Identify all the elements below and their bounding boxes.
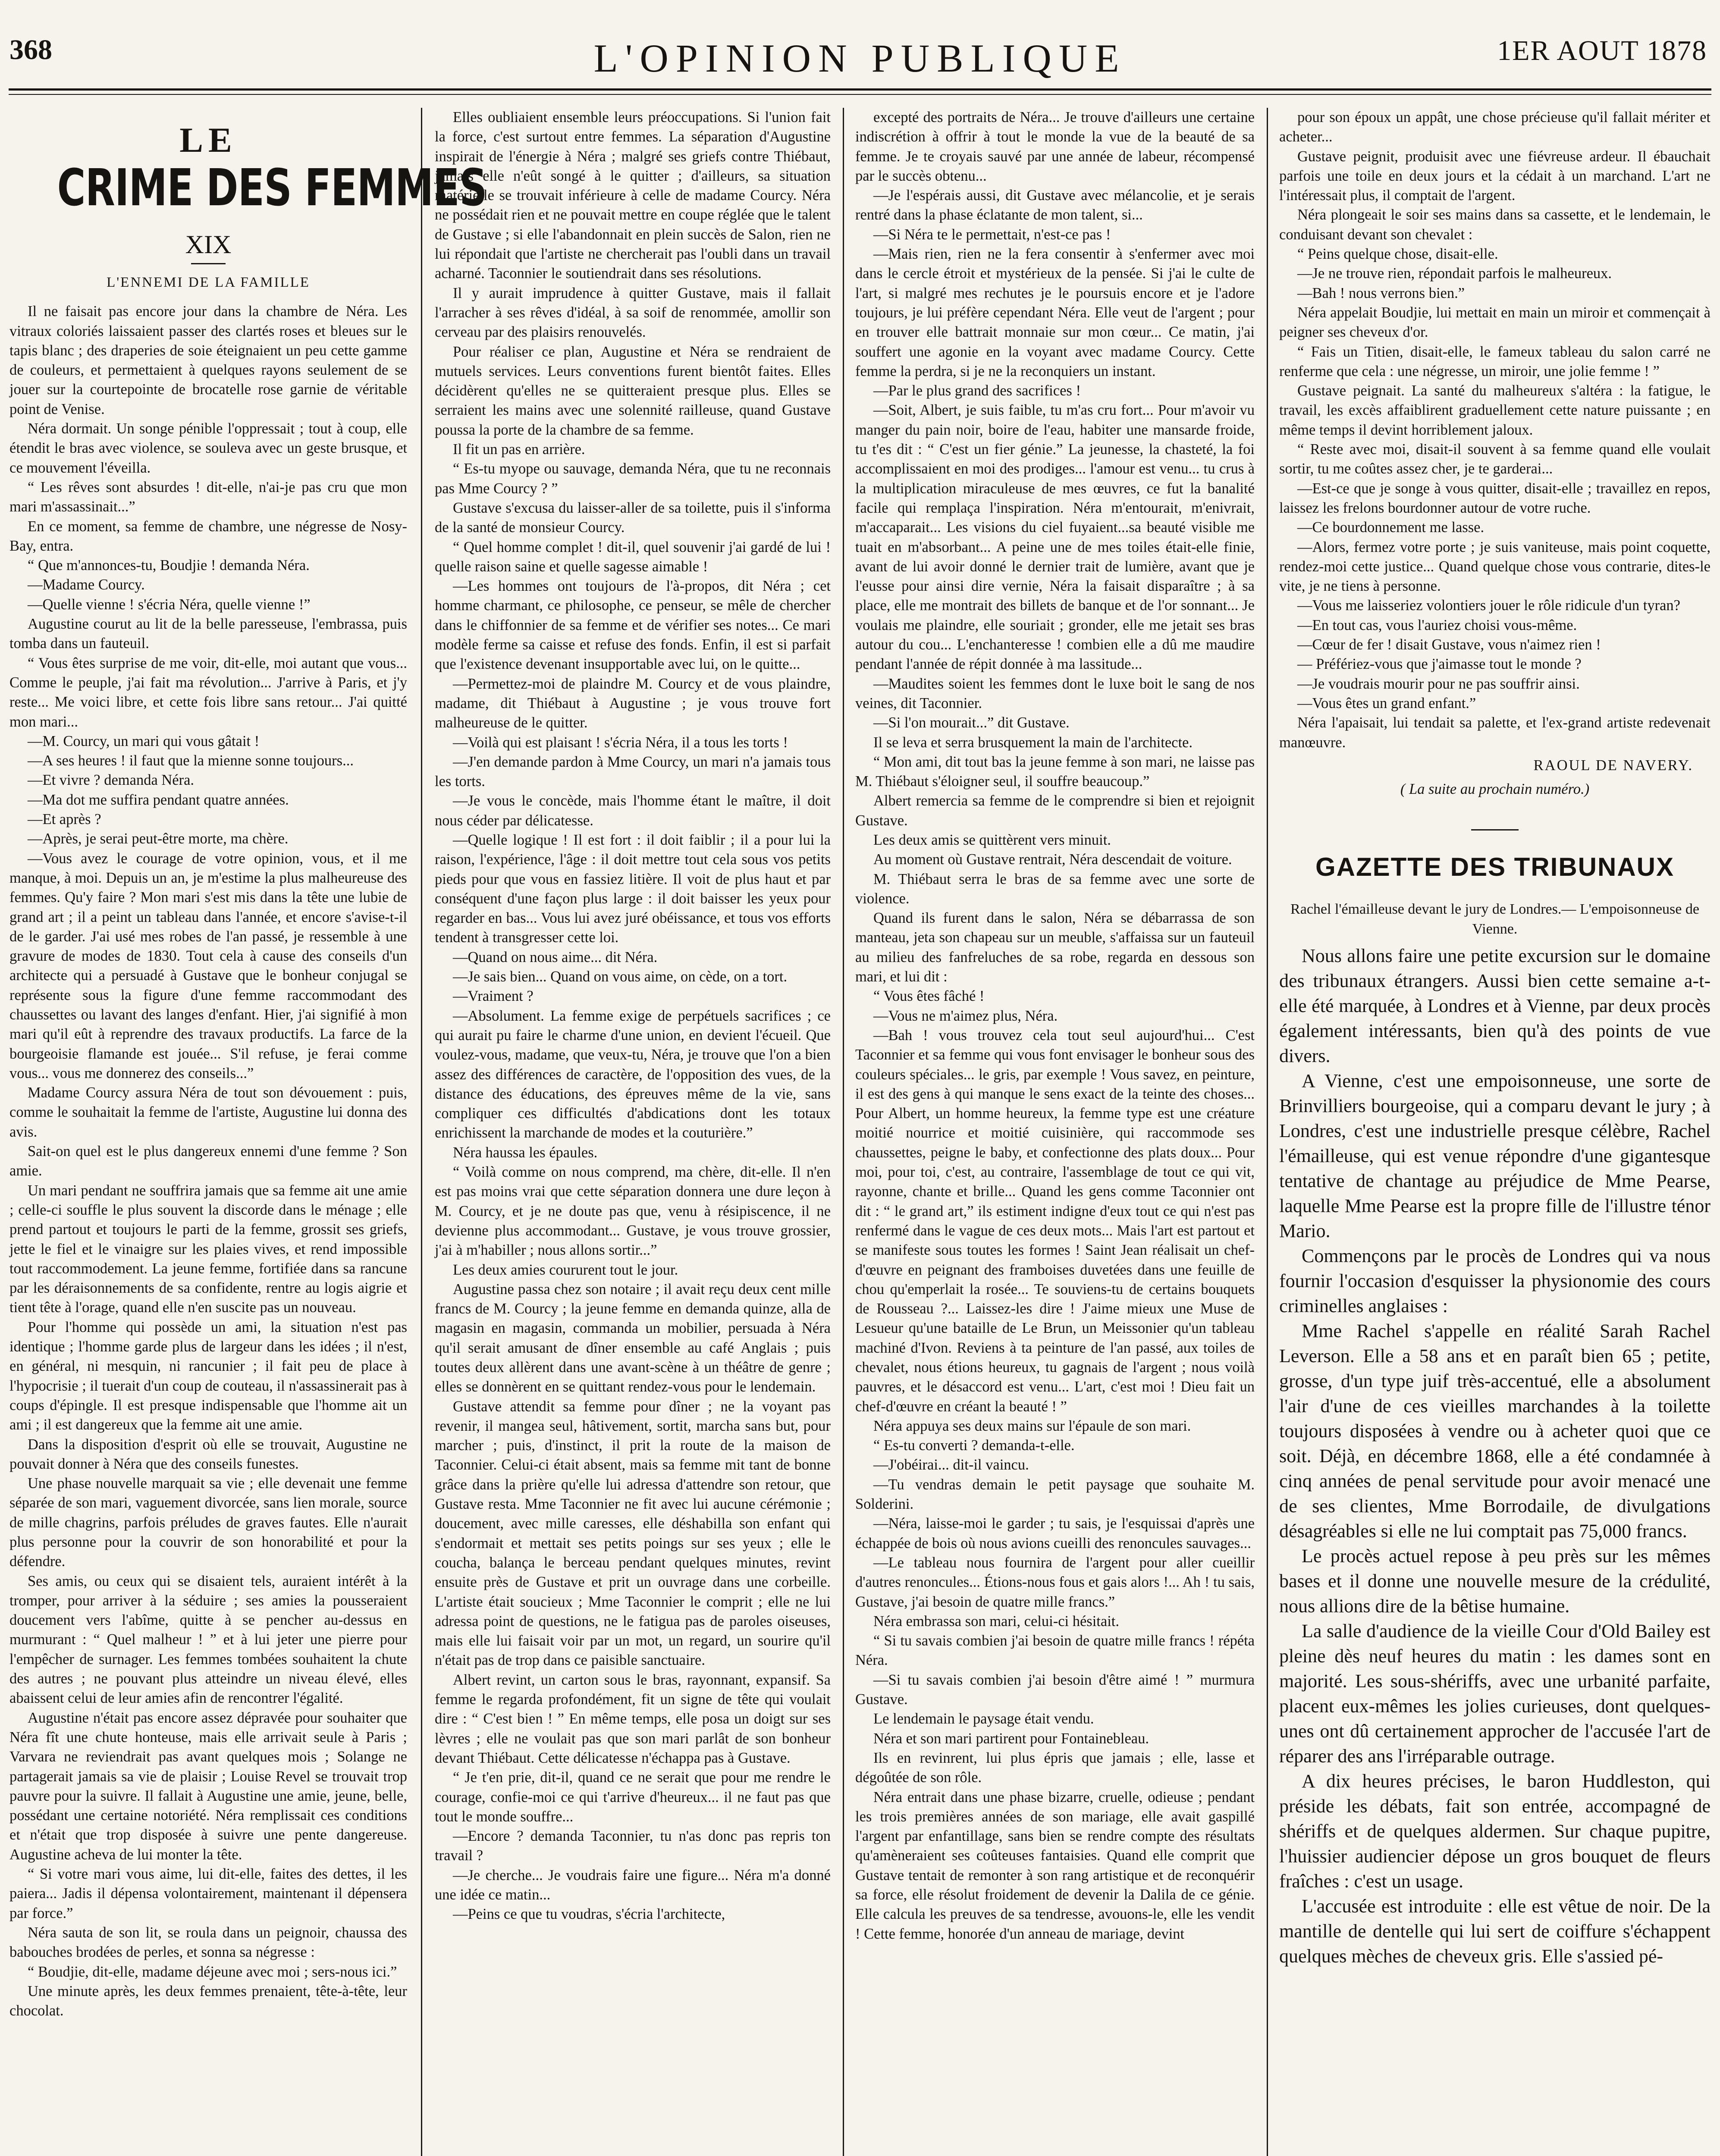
paragraph: Une phase nouvelle marquait sa vie ; elle devenait une femme séparée de son mari, vaguement divorcée, sans lien morale, source de mille chagrins, parfois préludes de graves fautes. Elle n'aurait plus personne pour la couvrir de son honorabilité et pour la défendre.	[9, 1475, 407, 1570]
paragraph: —Je voudrais mourir pour ne pas souffrir ainsi.	[1297, 675, 1580, 692]
paragraph: Il fit un pas en arrière.	[453, 441, 585, 458]
paragraph: Les deux amies coururent tout le jour.	[453, 1261, 678, 1278]
paragraph: —Vous êtes un grand enfant.”	[1297, 695, 1476, 711]
gazette-title: GAZETTE DES TRIBUNAUX	[1315, 852, 1675, 882]
paragraph: —J'obéirai... dit-il vaincu.	[873, 1457, 1029, 1473]
paragraph: A Vienne, c'est une empoisonneuse, une sorte de Brinvilliers bourgeoise, qui a comparu devant le jury ; à Londres, c'est une industrielle presque célèbre, Rachel l'émailleuse, qui est venue répondre d'une gigantesque tentative de chantage au préjudice de Mme Pearse, laquelle Mme Pearse est la propre fille de l'illustre ténor Mario.	[1279, 1070, 1711, 1242]
paragraph: Néra appuya ses deux mains sur l'épaule de son mari.	[873, 1417, 1191, 1434]
story-series-label: LE	[179, 120, 237, 160]
paragraph: Augustine n'était pas encore assez dépravée pour souhaiter que Néra fît une chute honteuse, mais elle arrivait seule à Paris ; Varvara ne reviendrait pas avant quelques mois ; Solange ne partagerait jamais sa vie de plaisir ; Louise Revel se trouvait trop pauvre pour la suivre. Il fallait à Augustine une amie, jeune, belle, possédant une certaine notoriété. Néra remplissait ces conditions et n'était que trop disposée à suivre une pente dangereuse. Augustine acheva de lui monter la tête.	[9, 1709, 407, 1863]
gazette-summary: Rachel l'émailleuse devant le jury de Londres.— L'empoisonneuse de Vienne.	[1290, 901, 1699, 937]
paragraph: —Vous me laisseriez volontiers jouer le rôle ridicule d'un tyran?	[1297, 597, 1680, 614]
paragraph: —Après, je serai peut-être morte, ma chère.	[28, 830, 289, 847]
paragraph: —Soit, Albert, je suis faible, tu m'as cru fort... Pour m'avoir vu manger du pain noir, boire de l'eau, habiter une mansarde froide, tu t'es dit : “ C'est un fier génie.” La jeunesse, la chasteté, la foi accomplissaient en moi des prodiges... l'amour est venu... tu crus à la multiplication miraculeuse de mes œuvres, ce fut la banalité facile qui remplaça l'inspiration. Néra m'entourait, m'enivrait, m'accaparait... Les visions du ciel fuyaient...sa beauté visible me tuait en m'absorbant... A peine une de mes toiles était-elle finie, avant de lui avoir donné le dernier trait de lumière, avant que je l'eusse pour ainsi dire vernie, Néra la faisait disparaître ; à sa place, elle me montrait des billets de banque et de l'or sonnant... Je voulais me plaindre, elle souriait ; gronder, elle me jetait ses bras autour du cou... L'enchanteresse ! combien elle a dû me maudire pendant l'année de répit donnée à ma lassitude...	[855, 402, 1255, 673]
paragraph: —Cœur de fer ! disait Gustave, vous n'aimez rien !	[1297, 636, 1601, 653]
page-header	[0, 0, 1720, 82]
paragraph: —Encore ? demanda Taconnier, tu n'as donc pas repris ton travail ?	[435, 1828, 831, 1864]
column-divider	[1267, 108, 1268, 2156]
paragraph: —Vous avez le courage de votre opinion, vous, et il me manque, à moi. Depuis un an, je m'estime la plus malheureuse des femmes. Qu'y faire ? Mon mari s'est mis dans la tête une lubie de grand art ; il a peint un tableau dans l'année, et encore s'avise-t-il de le garder. J'ai usé mes robes de l'an passé, je ressemble à une gravure de modes de 1830. Tout cela à cause des conseils d'un architecte qui a persuadé à Gustave que le bonheur conjugal se représente sous la figure d'une femme raccommodant des chaussettes ou lavant des langes d'enfant. Hier, j'ai signifié à mon mari qu'il eût à reprendre des travaux productifs. La farce de la bourgeoisie flamande est jouée... S'il refuse, je ferai comme vous... vous me donnerez des conseils...”	[9, 850, 407, 1081]
paragraph: —Tu vendras demain le petit paysage que souhaite M. Solderini.	[855, 1476, 1255, 1513]
paragraph: —Quelle logique ! Il est fort : il doit faiblir ; il a pour lui la raison, l'expérience, l'âge : il doit mettre tout cela sous vos petits pieds pour que vous en fassiez litière. Il voit de plus haut et par conséquent d'une façon plus large : il doit baisser les yeux pour regarder en bas... Vous lui avez juré obéissance, et tous vos efforts tendent à transgresser cette loi.	[435, 831, 831, 946]
paragraph: Au moment où Gustave rentrait, Néra descendait de voiture.	[873, 851, 1232, 868]
paragraph: Pour l'homme qui possède un ami, la situation n'est pas identique ; l'homme garde plus de largeur dans les idées ; il n'est, en général, ni mesquin, ni rancunier ; il fait peu de place à l'hypocrisie ; il tuerait d'un coup de couteau, il n'assassinerait pas à coups d'épingle. Il est presque indispensable que l'homme ait un ami ; il est dangereux que la femme ait une amie.	[9, 1319, 407, 1433]
paragraph: Gustave peignait. La santé du malheureux s'altéra : la fatigue, le travail, les excès affaiblirent graduellement cette nature puissante ; en même temps il devint horriblement jaloux.	[1279, 382, 1711, 438]
paragraph: —Je ne trouve rien, répondait parfois le malheureux.	[1297, 265, 1612, 282]
page-number: 368	[9, 34, 52, 66]
paragraph: Augustine courut au lit de la belle paresseuse, l'embrassa, puis tomba dans un fauteuil.	[9, 616, 407, 652]
paragraph: Nous allons faire une petite excursion sur le domaine des tribunaux étrangers. Aussi bien cette semaine a-t-elle été marquée, à Londres et à Vienne, par deux procès également intéressants, bien qu'à des points de vue divers.	[1279, 945, 1711, 1067]
issue-date: 1ER AOUT 1878	[1497, 35, 1707, 66]
paragraph: “ Vous êtes surprise de me voir, dit-elle, moi autant que vous... Comme le peuple, j'ai fait ma révolution... J'arrive à Paris, et j'y reste... Me voici libre, et cette fois libre sans retour... J'ai quitté mon mari...	[9, 655, 407, 730]
paragraph: L'accusée est introduite : elle est vêtue de noir. De la mantille de dentelle qui lui sert de coiffure s'échappent quelques mèches de cheveux gris. Elle s'assied pé-	[1279, 1896, 1711, 1967]
paragraph: Néra embrassa son mari, celui-ci hésitait.	[873, 1613, 1119, 1630]
paragraph: Gustave peignit, produisit avec une fiévreuse ardeur. Il ébauchait parfois une toile en deux jours et la cédait à un marchand. L'art ne l'intéressait plus, il comptait de l'argent.	[1279, 148, 1711, 204]
journal-title: L'OPINION PUBLIQUE	[593, 36, 1127, 80]
paragraph: —Maudites soient les femmes dont le luxe boit le sang de nos veines, dit Taconnier.	[855, 675, 1255, 711]
paragraph: Le lendemain le paysage était vendu.	[873, 1711, 1094, 1727]
paragraph: Gustave s'excusa du laisser-aller de sa toilette, puis il s'informa de la santé de monsieur Courcy.	[435, 499, 831, 536]
paragraph: Albert revint, un carton sous le bras, rayonnant, expansif. Sa femme le regarda profondément, fit un signe de tête qui voulait dire : “ C'est bien ! ” En même temps, elle posa un doigt sur ses lèvres ; elle ne voulait pas que son mari parlât de son bonheur devant Thiébaut. Cette délicatesse n'échappa pas à Gustave.	[435, 1671, 831, 1766]
column-1	[9, 108, 487, 2156]
paragraph: —Je sais bien... Quand on vous aime, on cède, on a tort.	[453, 968, 788, 985]
gazette-text	[1279, 943, 1711, 1969]
paragraph: —Absolument. La femme exige de perpétuels sacrifices ; ce qui aurait pu faire le charme d'une union, en devient l'écueil. Que voulez-vous, madame, que veux-tu, Néra, je trouve que l'on a bien assez des différences de caractère, de l'opposition des vues, de la distance des éducations, des épreuves même de la vie, sans compliquer ces difficultés d'abdications dont les totaux enrichissent la marchande de modes et la couturière.”	[435, 1007, 831, 1141]
paragraph: —Bah ! vous trouvez cela tout seul aujourd'hui... C'est Taconnier et sa femme qui vous font envisager le bonheur sous des couleurs spéciales... le gris, par exemple ! Vous savez, en peinture, il est des gens à qui manque le sens exact de la teinte des choses... Pour Albert, un homme heureux, la femme type est une créature moitié nourrice et moitié cuisinière, qui raccommode ses chaussettes, peigne le baby, et confectionne des plats doux... Pour moi, pour toi, c'est, au contraire, l'assemblage de tout ce qui vit, rayonne, chante et brille... Quand les gens comme Taconnier ont dit : “ le grand art,” ils estiment indigne d'eux tout ce qui n'est pas renfermé dans le vague de ces deux mots... Mais l'art est partout et se manifeste sous toutes les formes ! Saint Jean réalisait un chef-d'œuvre en peignant des framboises duvetées dans une feuille de chou qu'emperlait la rosée... Te souviens-tu de certains bouquets de Rousseau ?... Laissez-les dire ! J'aime mieux une Muse de Lesueur qu'une bataille de Le Brun, un Meissonier qu'un tableau machiné d'Ivon. Reviens à ta peinture de l'an passé, aux toiles de chevalet, nous étions heureux, tu gagnais de l'argent ; nous voilà pauvres, et le désaccord est venu... L'art, c'est moi ! Dieu fait un chef-d'œuvre en créant la beauté ! ”	[855, 1027, 1255, 1415]
chapter-rule	[191, 263, 226, 264]
paragraph: —Ce bourdonnement me lasse.	[1297, 519, 1485, 536]
paragraph: —Permettez-moi de plaindre M. Courcy et de vous plaindre, madame, dit Thiébaut à Augustine ; je vous trouve fort malheureuse de le quitter.	[435, 675, 831, 731]
paragraph: excepté des portraits de Néra... Je trouve d'ailleurs une certaine indiscrétion à offrir à tout le monde la vue de la beauté de sa femme. Je te croyais sauvé par une année de labeur, récompensé par le succès obtenu...	[855, 109, 1255, 184]
paragraph: Ils en revinrent, lui plus épris que jamais ; elle, lasse et dégoûtée de son rôle.	[855, 1749, 1255, 1786]
paragraph: “ Reste avec moi, disait-il souvent à sa femme quand elle voulait sortir, tu me coûtes assez cher, je te garderai...	[1279, 441, 1711, 477]
paragraph: —Peins ce que tu voudras, s'écria l'architecte,	[453, 1906, 725, 1923]
paragraph: Néra et son mari partirent pour Fontainebleau.	[873, 1730, 1149, 1747]
paragraph: Néra l'apaisait, lui tendait sa palette, et l'ex-grand artiste redevenait manœuvre.	[1279, 714, 1711, 751]
paragraph: “ Es-tu converti ? demanda-t-elle.	[873, 1437, 1075, 1454]
paragraph: Néra dormait. Un songe pénible l'oppressait ; tout à coup, elle étendit le bras avec violence, se souleva avec un geste brusque, et ce mouvement l'éveilla.	[9, 420, 407, 476]
paragraph: Mme Rachel s'appelle en réalité Sarah Rachel Leverson. Elle a 58 ans et en paraît bien 65 ; petite, grosse, d'un type juif très-accentué, elle a absolument l'air d'une de ces vieilles marchandes à la toilette toujours disposées à vendre ou à acheter quoi que ce soit. Déjà, en décembre 1868, elle a été condamnée à cinq années de penal servitude pour avoir menacé une de ses clientes, Mme Borrodaile, de divulgations désagréables si elle ne lui comptait pas 75,000 francs.	[1279, 1320, 1711, 1542]
paragraph: —Et après ?	[28, 811, 101, 828]
paragraph: —Bah ! nous verrons bien.”	[1297, 285, 1465, 301]
paragraph: —Voilà qui est plaisant ! s'écria Néra, il a tous les torts !	[453, 734, 788, 751]
paragraph: “ Que m'annonces-tu, Boudjie ! demanda Néra.	[28, 557, 310, 574]
header-rule	[9, 88, 1711, 91]
paragraph: “ Mon ami, dit tout bas la jeune femme à son mari, ne laisse pas M. Thiébaut s'éloigner seul, il souffre beaucoup.”	[855, 753, 1255, 790]
paragraph: Gustave attendit sa femme pour dîner ; ne la voyant pas revenir, il mangea seul, hâtivement, sortit, marcha sans but, pour marcher ; puis, d'instinct, il prit la route de la maison de Taconnier. Celui-ci était absent, mais sa femme mit tant de bonne grâce dans la prière qu'elle lui adressa d'attendre son retour, que Gustave resta. Mme Taconnier ne fit avec lui aucune cérémonie ; doucement, avec mille caresses, elle déshabilla son enfant qui s'endormait et mettait ses petits poings sur ses yeux ; elle le coucha, balança le berceau pendant quelques minutes, revint ensuite près de Gustave et prit un ouvrage dans une corbeille. L'artiste était soucieux ; Mme Taconnier le comprit ; elle ne lui adressa point de questions, ne le fatigua pas de paroles oiseuses, mais elle lui faisait voir par un mot, un regard, un sourire qu'il n'était pas de trop dans ce paisible sanctuaire.	[435, 1398, 831, 1669]
column-2-text	[435, 108, 831, 1924]
paragraph: En ce moment, sa femme de chambre, une négresse de Nosy-Bay, entra.	[9, 518, 407, 554]
chapter-title: L'ENNEMI DE LA FAMILLE	[107, 275, 310, 290]
paragraph: —Je l'espérais aussi, dit Gustave avec mélancolie, et je serais rentré dans la phase éclatante de mon talent, si...	[855, 187, 1255, 223]
column-divider	[843, 108, 844, 2156]
header-rule-thin	[9, 94, 1711, 95]
paragraph: —Mais rien, rien ne la fera consentir à s'enfermer avec moi dans le cercle étroit et mystérieux de la pensée. Si j'ai le culte de l'art, si malgré mes rechutes je le poursuis encore et je l'adore toujours, je lui préfère cependant Néra. Elle veut de l'argent ; pour en trouver elle battrait monnaie sur mon cœur... Ce matin, j'ai souffert une agonie en la voyant avec madame Courcy. Cette femme la perdra, si je ne la reconquiers un instant.	[855, 246, 1255, 379]
paragraph: —Madame Courcy.	[28, 577, 145, 593]
paragraph: —Les hommes ont toujours de l'à-propos, dit Néra ; cet homme charmant, ce philosophe, ce penseur, se mêle de chercher dans le chiffonnier de sa femme et de vérifier ses notes... Ce mari modèle ferme sa caisse et refuse des fonds. Enfin, il est si parfait que l'existence devenant insupportable avec lui, on le quitte...	[435, 578, 831, 673]
paragraph: “ Voilà comme on nous comprend, ma chère, dit-elle. Il n'en est pas moins vrai que cette séparation donnera une dure leçon à M. Courcy, et je ne doute pas que, venu à résipiscence, il ne devienne plus accommodant... Gustave, je vous trouve grossier, j'ai à m'habiller ; nous allons sortir...”	[435, 1164, 831, 1259]
paragraph: —Est-ce que je songe à vous quitter, disait-elle ; travaillez en repos, laissez les frelons bourdonner autour de votre ruche.	[1279, 480, 1711, 516]
paragraph: Dans la disposition d'esprit où elle se trouvait, Augustine ne pouvait donner à Néra que des conseils funestes.	[9, 1436, 407, 1472]
column-4-text	[1279, 108, 1711, 752]
paragraph: Les deux amis se quittèrent vers minuit.	[873, 831, 1111, 848]
paragraph: Néra entrait dans une phase bizarre, cruelle, odieuse ; pendant les trois premières années de son mariage, elle avait gaspillé l'argent par enfantillage, sans bien se rendre compte des résultats qu'amèneraient ses coûteuses fantaisies. Quand elle comprit que Gustave tentait de remonter à son rang artistique et de reconquérir sa force, elle résolut froidement de devenir la Dalila de ce génie. Elle calcula les preuves de sa tendresse, avouons-le, elle les vendit ! Cette femme, honorée d'un anneau de mariage, devint	[855, 1789, 1255, 1942]
paragraph: Il y aurait imprudence à quitter Gustave, mais il fallait l'arracher à ses rêves d'idéal, à sa soif de renommée, amollir son cerveau par des plaisirs renouvelés.	[435, 285, 831, 341]
paragraph: “ Peins quelque chose, disait-elle.	[1297, 246, 1498, 263]
paragraph: —M. Courcy, un mari qui vous gâtait !	[28, 733, 260, 749]
paragraph: “ Es-tu myope ou sauvage, demanda Néra, que tu ne reconnais pas Mme Courcy ? ”	[435, 461, 831, 497]
paragraph: “ Boudjie, dit-elle, madame déjeune avec moi ; sers-nous ici.”	[28, 1963, 397, 1980]
paragraph: Madame Courcy assura Néra de tout son dévouement : puis, comme le souhaitait la femme de l'artiste, Augustine lui donna des avis.	[9, 1084, 407, 1140]
paragraph: Albert remercia sa femme de le comprendre si bien et rejoignit Gustave.	[855, 793, 1255, 829]
paragraph: —Si Néra te le permettait, n'est-ce pas !	[873, 226, 1111, 243]
paragraph: —Par le plus grand des sacrifices !	[873, 382, 1081, 399]
paragraph: Une minute après, les deux femmes prenaient, tête-à-tête, leur chocolat.	[9, 1983, 407, 2019]
paragraph: Augustine passa chez son notaire ; il avait reçu deux cent mille francs de M. Courcy ; la jeune femme en demanda quinze, alla de magasin en magasin, commanda un mobilier, persuada à Néra qu'il serait amusant de dîner ensemble au café Anglais ; puis toutes deux allèrent dans une avant-scène à un théâtre de genre ; elles se donnèrent en se quittant rendez-vous pour le lendemain.	[435, 1281, 831, 1395]
column-2	[435, 108, 831, 2156]
paragraph: “ Si tu savais combien j'ai besoin de quatre mille francs ! répéta Néra.	[855, 1633, 1255, 1669]
paragraph: Le procès actuel repose à peu près sur les mêmes bases et il donne une nouvelle mesure de la crédulité, nous allions dire de la bêtise humaine.	[1279, 1545, 1711, 1617]
paragraph: —Ma dot me suffira pendant quatre années.	[28, 791, 289, 808]
paragraph: — Préfériez-vous que j'aimasse tout le monde ?	[1297, 656, 1582, 673]
column-divider	[421, 108, 422, 2156]
paragraph: Pour réaliser ce plan, Augustine et Néra se rendraient de mutuels services. Leurs conventions furent bientôt faites. Elles décidèrent qu'elles ne se quitteraient presque plus. Elles se serraient les mains avec une solennité railleuse, quand Gustave poussa la porte de la chambre de sa femme.	[435, 343, 831, 438]
paragraph: Quand ils furent dans le salon, Néra se débarrassa de son manteau, jeta son chapeau sur un meuble, s'affaissa sur un fauteuil au milieu des fanfreluches de sa robe, regarda en dessous son mari, et lui dit :	[855, 910, 1255, 985]
paragraph: Commençons par le procès de Londres qui va nous fournir l'occasion d'esquisser la physionomie des cours criminelles anglaises :	[1279, 1245, 1711, 1317]
paragraph: —Et vivre ? demanda Néra.	[28, 772, 195, 789]
paragraph: —En tout cas, vous l'auriez choisi vous-même.	[1297, 617, 1577, 633]
column-3-text	[855, 108, 1255, 1944]
paragraph: Un mari pendant ne souffrira jamais que sa femme ait une amie ; celle-ci souffle le plus souvent la discorde dans le ménage ; elle prend partout et toujours le parti de la femme, grossit ses griefs, jette le fiel et le vinaigre sur les plaies vives, et rend impossible tout raccommodement. La jeune femme, fortifiée dans sa rancune par les déraisonnements de sa confidente, rentre au logis aigrie et tient tête à l'orage, quand elle n'en suscite pas un nouveau.	[9, 1182, 407, 1316]
paragraph: —Je vous le concède, mais l'homme étant le maître, il doit nous céder par délicatesse.	[435, 793, 831, 829]
paragraph: pour son époux un appât, une chose précieuse qu'il fallait mériter et acheter...	[1279, 109, 1711, 145]
chapter-number: XIX	[185, 230, 232, 259]
paragraph: Néra sauta de son lit, se roula dans un peignoir, chaussa des babouches brodées de perles, et sonna sa négresse :	[9, 1924, 407, 1961]
author-signature: RAOUL DE NAVERY.	[1533, 757, 1693, 774]
paragraph: Il ne faisait pas encore jour dans la chambre de Néra. Les vitraux coloriés laissaient passer des clartés roses et bleues sur le tapis blanc ; des draperies de soie éteignaient un peu cette gamme de couleurs, et permettaient à quelques rayons seulement de se jouer sur la courtepointe de brocatelle rose garnie de véritable point de Venise.	[9, 303, 407, 417]
section-rule	[1471, 829, 1519, 830]
paragraph: Néra plongeait le soir ses mains dans sa cassette, et le lendemain, le conduisant devant son chevalet :	[1279, 207, 1711, 243]
paragraph: —Quelle vienne ! s'écria Néra, quelle vienne !”	[28, 596, 311, 613]
paragraph: “ Quel homme complet ! dit-il, quel souvenir j'ai gardé de lui ! quelle raison saine et quelle sagesse aimable !	[435, 539, 831, 575]
paragraph: Elles oubliaient ensemble leurs préoccupations. Si l'union fait la force, c'est surtout entre femmes. La séparation d'Augustine inspirait de l'énergie à Néra ; malgré ses griefs contre Thiébaut, jamais elle n'eût songé à le quitter ; d'ailleurs, sa situation matérielle se trouvait inférieure à celle de madame Courcy. Néra ne possédait rien et ne pouvait mettre en coupe réglée que le talent de Gustave ; si elle l'abandonnait en plein succès de Salon, rien ne lui répondait que l'artiste ne chercherait pas l'oubli dans un travail acharné. Taconnier le soutiendrait dans ses résolutions.	[435, 109, 831, 282]
paragraph: “ Je t'en prie, dit-il, quand ce ne serait que pour me rendre le courage, confie-moi ce qui t'arrive d'heureux... il ne faut pas que tout le monde souffre...	[435, 1769, 831, 1825]
paragraph: —Vraiment ?	[453, 988, 534, 1005]
paragraph: —Si tu savais combien j'ai besoin d'être aimé ! ” murmura Gustave.	[855, 1671, 1255, 1708]
column-3	[855, 108, 1255, 2156]
paragraph: Il se leva et serra brusquement la main de l'architecte.	[873, 734, 1193, 751]
paragraph: “ Fais un Titien, disait-elle, le fameux tableau du salon carré ne renferme que cela : une négresse, un miroir, une jolie femme ! ”	[1279, 343, 1711, 379]
to-be-continued-note: ( La suite au prochain numéro.)	[1400, 781, 1590, 798]
paragraph: —A ses heures ! il faut que la mienne sonne toujours...	[28, 752, 354, 769]
paragraph: Néra haussa les épaules.	[453, 1144, 598, 1161]
paragraph: —J'en demande pardon à Mme Courcy, un mari n'a jamais tous les torts.	[435, 753, 831, 790]
paragraph: —Si l'on mourait...” dit Gustave.	[873, 714, 1070, 731]
paragraph: A dix heures précises, le baron Huddleston, qui préside les débats, fait son entrée, accompagné de shériffs et de quelques aldermen. Sur chaque pupitre, l'huissier audiencier dépose un gros bouquet de fleurs fraîches : c'est un usage.	[1279, 1771, 1711, 1892]
paragraph: “ Les rêves sont absurdes ! dit-elle, n'ai-je pas cru que mon mari m'assassinait...”	[9, 479, 407, 515]
paragraph: —Le tableau nous fournira de l'argent pour aller cueillir d'autres renoncules... Étions-nous fous et gais alors !... Ah ! tu sais, Gustave, j'ai besoin de quatre mille francs.”	[855, 1554, 1255, 1610]
paragraph: Ses amis, ou ceux qui se disaient tels, auraient intérêt à la tromper, pour arriver à la séduire ; ses amies la pousseraient doucement vers l'abîme, quitte à se pencher au-dessus en murmurant : “ Quel malheur ! ” et à lui jeter une pierre pour l'empêcher de surnager. Les femmes tombées souhaitent la chute des autres ; ne pouvant plus atteindre un niveau élevé, elles abaissent celui de leur amies afin de rencontrer l'égalité.	[9, 1573, 407, 1707]
paragraph: —Quand on nous aime... dit Néra.	[453, 949, 658, 965]
column-4	[1279, 108, 1711, 2156]
paragraph: Néra appelait Boudjie, lui mettait en main un miroir et commençait à peigner ses cheveux d'or.	[1279, 304, 1711, 341]
paragraph: —Je cherche... Je voudrais faire une figure... Néra m'a donné une idée ce matin...	[435, 1867, 831, 1903]
paragraph: —Vous ne m'aimez plus, Néra.	[873, 1007, 1058, 1024]
paragraph: Sait-on quel est le plus dangereux ennemi d'une femme ? Son amie.	[9, 1143, 407, 1179]
paragraph: “ Si votre mari vous aime, lui dit-elle, faites des dettes, il les paiera... Jadis il dépensa volontairement, maintenant il dépensera par force.”	[9, 1866, 407, 1921]
paragraph: M. Thiébaut serra le bras de sa femme avec une sorte de violence.	[855, 871, 1255, 907]
column-1-text	[9, 302, 407, 2021]
paragraph: —Alors, fermez votre porte ; je suis vaniteuse, mais point coquette, rendez-moi cette justice... Quand quelque chose vous contrarie, dites-le vite, je ne tiens à personne.	[1279, 539, 1711, 595]
paragraph: “ Vous êtes fâché !	[873, 988, 985, 1005]
paragraph: —Néra, laisse-moi le garder ; tu sais, je l'esquissai d'après une échappée de bois où nous avions cueilli des renoncules sauvages...	[855, 1515, 1255, 1551]
paragraph: La salle d'audience de la vieille Cour d'Old Bailey est pleine dès neuf heures du matin : les dames sont en majorité. Les sous-shériffs, avec une urbanité parfaite, placent eux-mêmes les jolies curieuses, dont quelques-unes ont dû certainement approcher de l'accusée l'art de réparer des ans l'irréparable outrage.	[1279, 1620, 1711, 1767]
story-title: CRIME DES FEMMES	[57, 158, 487, 217]
